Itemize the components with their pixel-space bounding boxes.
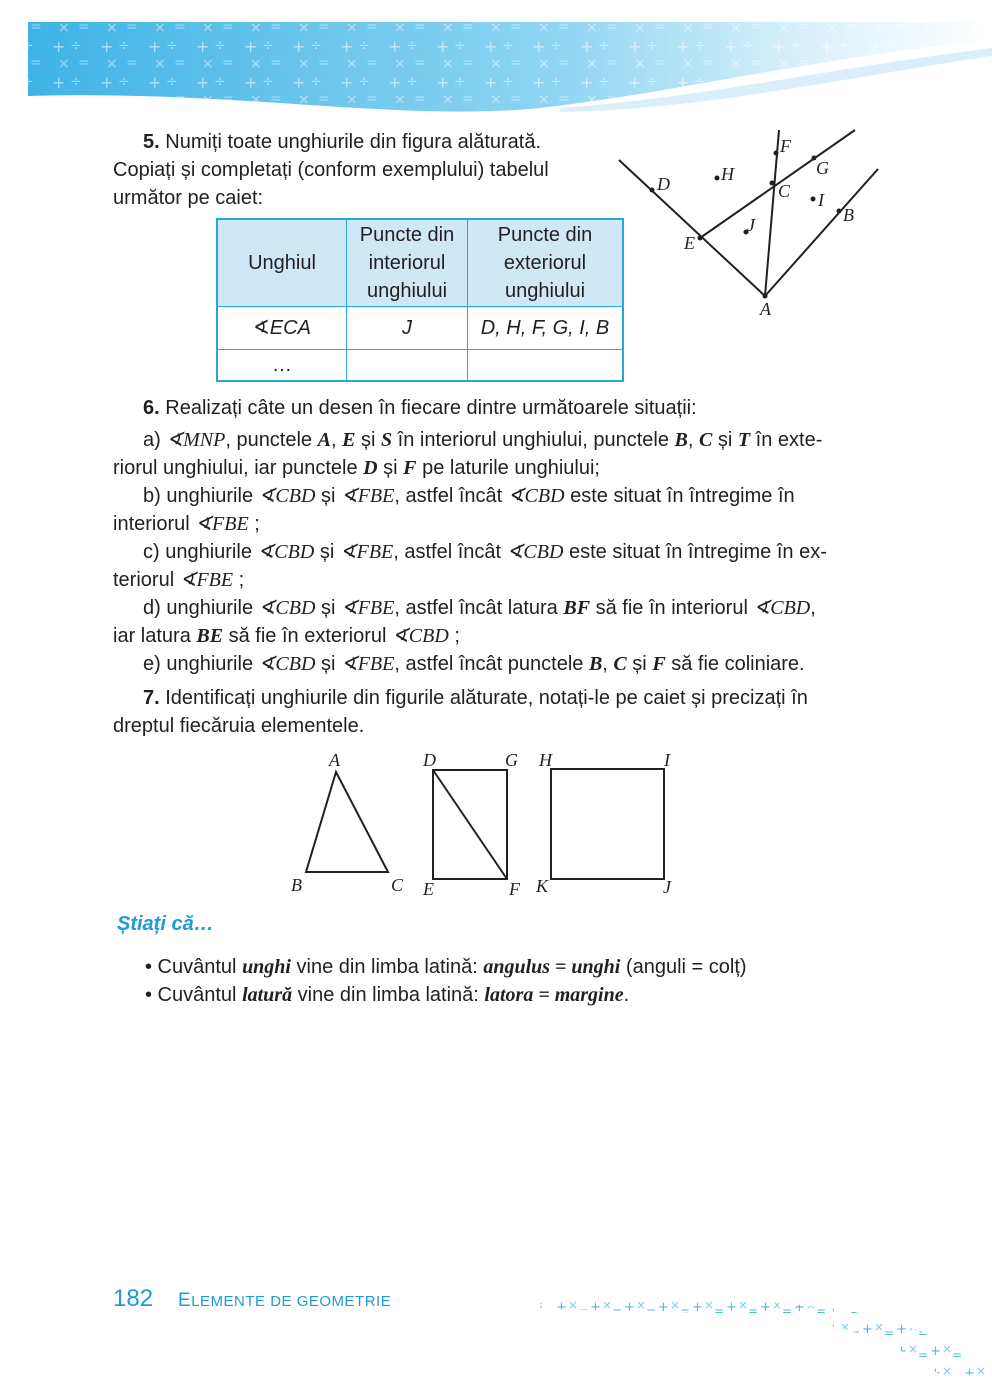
text: și (626, 653, 653, 675)
text: și (315, 485, 341, 507)
text: • Cuvântul (145, 956, 243, 978)
text: și (315, 653, 341, 675)
table-row (217, 307, 623, 350)
segment-be: BE (196, 625, 224, 647)
ex6-c-line1 (143, 538, 827, 566)
text: să fie în exteriorul (223, 625, 393, 647)
text: ; (233, 569, 245, 591)
point-f: F (652, 653, 666, 675)
label-e: E (684, 233, 695, 253)
text: , (330, 429, 343, 451)
text: , astfel încât latura (394, 597, 564, 619)
text: în interiorul unghiului, punctele (392, 429, 675, 451)
text: angulus = unghi (483, 956, 621, 978)
angle: ∢CBD (506, 541, 564, 563)
label-g: G (816, 158, 829, 178)
text: vine din limba latină: (292, 984, 485, 1006)
ex7-figures (280, 745, 700, 905)
text: și (314, 541, 340, 563)
ex5-text-1: Numiți toate unghiurile din figura alăturată. (165, 131, 542, 153)
label-f: F (509, 879, 520, 899)
text: d) unghiurile (143, 597, 259, 619)
ex6-a-line1 (143, 426, 879, 454)
label-j: J (663, 877, 671, 897)
footer-decoration (520, 1275, 992, 1375)
angle: ∢FBE (340, 485, 395, 507)
stiati-bullet-1 (145, 953, 747, 981)
text: iar latura (113, 625, 197, 647)
label-h: H (539, 750, 552, 770)
text: , (602, 653, 614, 675)
angle: ∢CBD (257, 541, 315, 563)
angle: ∢CBD (753, 597, 811, 619)
ex6-d-line1 (143, 594, 816, 622)
ex7-number: 7. (143, 687, 160, 709)
text: ; (248, 513, 260, 535)
table-cell: ∢ECA (217, 307, 347, 350)
point-c: C (699, 429, 713, 451)
header-banner (0, 0, 992, 140)
label-a: A (760, 299, 771, 319)
text: vine din limba latină: (291, 956, 484, 978)
text: E (178, 1290, 192, 1311)
point-b: B (674, 429, 688, 451)
ex5-number: 5. (143, 131, 160, 153)
angle: ∢CBD (258, 653, 316, 675)
stiati-bullet-2 (145, 981, 629, 1009)
label-h: H (721, 164, 734, 184)
text: în exte- (750, 429, 823, 451)
text: , punctele (225, 429, 318, 451)
ex7-line1 (143, 684, 808, 712)
segment-bf: BF (563, 597, 591, 619)
label-c: C (778, 181, 791, 201)
label-d: D (423, 750, 436, 770)
label-e: E (423, 879, 434, 899)
ex6-a-line2 (113, 454, 600, 482)
text: Identificați unghiurile din figurile alăturate, notați-le pe caiet și precizați în (165, 687, 808, 709)
point-f: F (403, 457, 417, 479)
text: și (712, 429, 738, 451)
angle-mnp: ∢MNP (166, 429, 226, 451)
point-c: C (613, 653, 627, 675)
point-t: T (737, 429, 751, 451)
text: și (355, 429, 381, 451)
ex5-line1 (143, 128, 541, 156)
text: să fie coliniare. (665, 653, 805, 675)
point-a: A (317, 429, 331, 451)
text: c) unghiurile (143, 541, 258, 563)
text: , astfel încât punctele (394, 653, 589, 675)
label-i: I (818, 190, 824, 210)
angle: ∢CBD (258, 485, 316, 507)
table-cell: D, H, F, G, I, B (468, 307, 624, 350)
text: unghi (242, 956, 291, 978)
text: interiorul (113, 513, 196, 535)
text: , astfel încât (394, 485, 508, 507)
text: a) (143, 429, 167, 451)
point-e: E (342, 429, 356, 451)
text: b) unghiurile (143, 485, 259, 507)
label-b: B (843, 205, 854, 225)
label-a: A (329, 750, 340, 770)
text: latora = margine (484, 984, 624, 1006)
page-number: 182 (113, 1285, 154, 1312)
table-cell: J (347, 307, 468, 350)
text: este situat în întregime în (564, 485, 795, 507)
label-f: F (780, 136, 791, 156)
text: să fie în interiorul (590, 597, 754, 619)
text: , astfel încât (393, 541, 507, 563)
label-d: D (657, 174, 670, 194)
ex6-d-line2 (113, 622, 460, 650)
text: • Cuvântul (145, 984, 243, 1006)
table-row (217, 350, 623, 382)
point-b: B (588, 653, 603, 675)
text: și (377, 457, 404, 479)
header-exterior: Puncte din exteriorul unghiului (468, 219, 624, 307)
label-g: G (505, 750, 518, 770)
ex5-line3: următor pe caiet: (113, 187, 264, 209)
ex6-b-line1 (143, 482, 795, 510)
ex6-intro-line (143, 394, 697, 422)
label-j: J (747, 215, 755, 235)
text: . (623, 984, 630, 1006)
text: pe laturile unghiului; (416, 457, 600, 479)
angle: ∢CBD (507, 485, 565, 507)
ex5-table (216, 218, 624, 382)
angle: ∢FBE (195, 513, 249, 535)
text: , (687, 429, 699, 451)
table-cell: … (217, 350, 347, 382)
ex6-number: 6. (143, 397, 160, 419)
angle: ∢FBE (179, 569, 234, 591)
ex5-line2: Copiați și completați (conform exemplului) tabelul (113, 159, 549, 181)
ex6-c-line2 (113, 566, 244, 594)
table-cell (468, 350, 624, 382)
text: (anguli = colț) (620, 956, 747, 978)
chapter-title (178, 1290, 391, 1312)
angle: ∢CBD (258, 597, 316, 619)
text: și (315, 597, 341, 619)
angle: ∢CBD (392, 625, 449, 647)
text: riorul unghiului, iar punctele (113, 457, 364, 479)
point-s: S (381, 429, 393, 451)
ex7-line2: dreptul fiecăruia elementele. (113, 715, 365, 737)
header-interior: Puncte din interiorul unghiului (347, 219, 468, 307)
label-c: C (391, 875, 404, 895)
header-unghiul: Unghiul (217, 219, 347, 307)
text: latură (242, 984, 293, 1006)
text: LEMENTE DE GEOMETRIE (191, 1293, 392, 1310)
table-header-row (217, 219, 623, 307)
point-d: D (363, 457, 378, 479)
ex5-figure (600, 120, 900, 330)
text: este situat în întregime în ex- (563, 541, 827, 563)
angle: ∢FBE (340, 597, 395, 619)
angle: ∢FBE (339, 541, 394, 563)
text: teriorul (113, 569, 180, 591)
label-i: I (664, 750, 670, 770)
text: , (810, 597, 816, 619)
ex6-e-line (143, 650, 805, 678)
text: ; (448, 625, 460, 647)
angle: ∢FBE (340, 653, 395, 675)
ex6-intro: Realizați câte un desen în fiecare dintre următoarele situații: (165, 397, 697, 419)
label-k: K (536, 876, 549, 896)
text: e) unghiurile (143, 653, 259, 675)
label-b: B (291, 875, 302, 895)
stiati-title: Știați că… (117, 913, 214, 935)
table-cell (347, 350, 468, 382)
ex6-b-line2 (113, 510, 260, 538)
